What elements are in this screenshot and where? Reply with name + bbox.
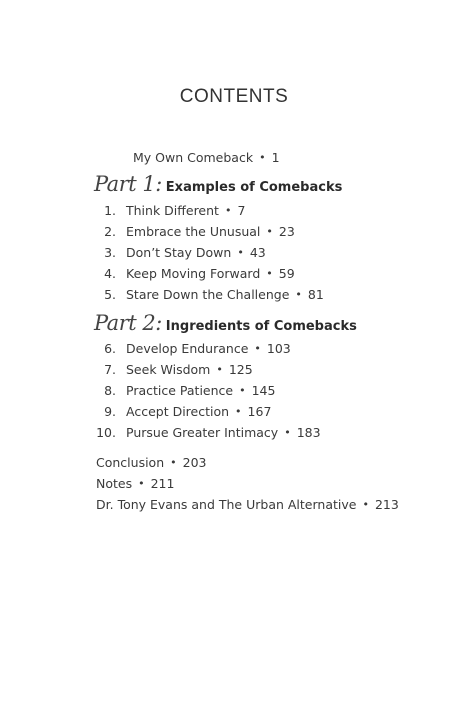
separator-dot: •: [266, 225, 273, 238]
entry-page: 203: [182, 455, 207, 470]
toc-chapter-10: [96, 425, 321, 440]
chapter-page: 103: [266, 341, 291, 356]
chapter-page: 81: [307, 287, 324, 302]
chapter-page: 183: [296, 425, 321, 440]
chapter-label: Accept Direction: [126, 404, 230, 419]
chapter-number: 2.: [104, 224, 116, 239]
part-script-label: Part 2:: [94, 311, 162, 335]
chapter-page: 23: [278, 224, 295, 239]
chapter-number: 5.: [104, 287, 116, 302]
separator-dot: •: [224, 204, 232, 217]
part-title: Examples of Comebacks: [165, 180, 343, 195]
entry-page: 211: [150, 476, 175, 491]
separator-dot: •: [362, 498, 369, 511]
part-script-label: Part 1:: [94, 172, 162, 196]
entry-page: 1: [271, 150, 280, 165]
chapter-label: Embrace the Unusual: [126, 224, 261, 239]
separator-dot: •: [237, 246, 244, 259]
toc-chapter-7: [96, 362, 253, 377]
separator-dot: •: [138, 477, 145, 490]
separator-dot: •: [284, 426, 291, 439]
chapter-number: 4.: [104, 266, 116, 281]
part-heading-2: [94, 311, 357, 335]
separator-dot: •: [266, 267, 273, 280]
chapter-page: 59: [278, 266, 295, 281]
toc-chapter-8: [96, 383, 275, 398]
chapter-label: Don’t Stay Down: [126, 245, 232, 260]
chapter-label: Stare Down the Challenge: [126, 287, 290, 302]
entry-label: My Own Comeback: [133, 150, 254, 165]
part-heading-1: [94, 172, 342, 196]
separator-dot: •: [254, 342, 261, 355]
chapter-number: 10.: [96, 425, 116, 440]
toc-chapter-3: [96, 245, 266, 260]
separator-dot: •: [239, 384, 246, 397]
toc-entry-conclusion: [96, 455, 206, 470]
separator-dot: •: [235, 405, 242, 418]
entry-label: Conclusion: [96, 455, 165, 470]
chapter-page: 43: [249, 245, 266, 260]
part-title: Ingredients of Comebacks: [165, 319, 357, 334]
separator-dot: •: [170, 456, 177, 469]
entry-page: 213: [374, 497, 399, 512]
entry-label: Dr. Tony Evans and The Urban Alternative: [96, 497, 357, 512]
chapter-page: 145: [251, 383, 276, 398]
chapter-label: Practice Patience: [126, 383, 234, 398]
toc-chapter-9: [96, 404, 271, 419]
chapter-number: 3.: [104, 245, 116, 260]
chapter-number: 9.: [104, 404, 116, 419]
toc-chapter-6: [96, 341, 291, 356]
toc-entry-notes: [96, 476, 174, 491]
chapter-number: 8.: [104, 383, 116, 398]
separator-dot: •: [259, 151, 266, 164]
entry-label: Notes: [96, 476, 133, 491]
chapter-page: 167: [247, 404, 272, 419]
page-title: CONTENTS: [179, 86, 289, 107]
toc-chapter-4: [96, 266, 295, 281]
chapter-number: 7.: [104, 362, 116, 377]
separator-dot: •: [295, 288, 302, 301]
toc-chapter-5: [96, 287, 324, 302]
toc-entry-about: [96, 497, 399, 512]
chapter-label: Keep Moving Forward: [126, 266, 261, 281]
chapter-label: Pursue Greater Intimacy: [126, 425, 279, 440]
chapter-label: Develop Endurance: [126, 341, 249, 356]
chapter-page: 125: [228, 362, 253, 377]
toc-entry-intro: [133, 150, 280, 165]
toc-chapter-2: [96, 224, 295, 239]
toc-chapter-1: [96, 203, 245, 218]
chapter-number: 6.: [104, 341, 116, 356]
separator-dot: •: [216, 363, 223, 376]
chapter-label: Think Different: [126, 203, 219, 218]
chapter-number: 1.: [104, 203, 116, 218]
chapter-label: Seek Wisdom: [126, 362, 211, 377]
chapter-page: 7: [237, 203, 246, 218]
